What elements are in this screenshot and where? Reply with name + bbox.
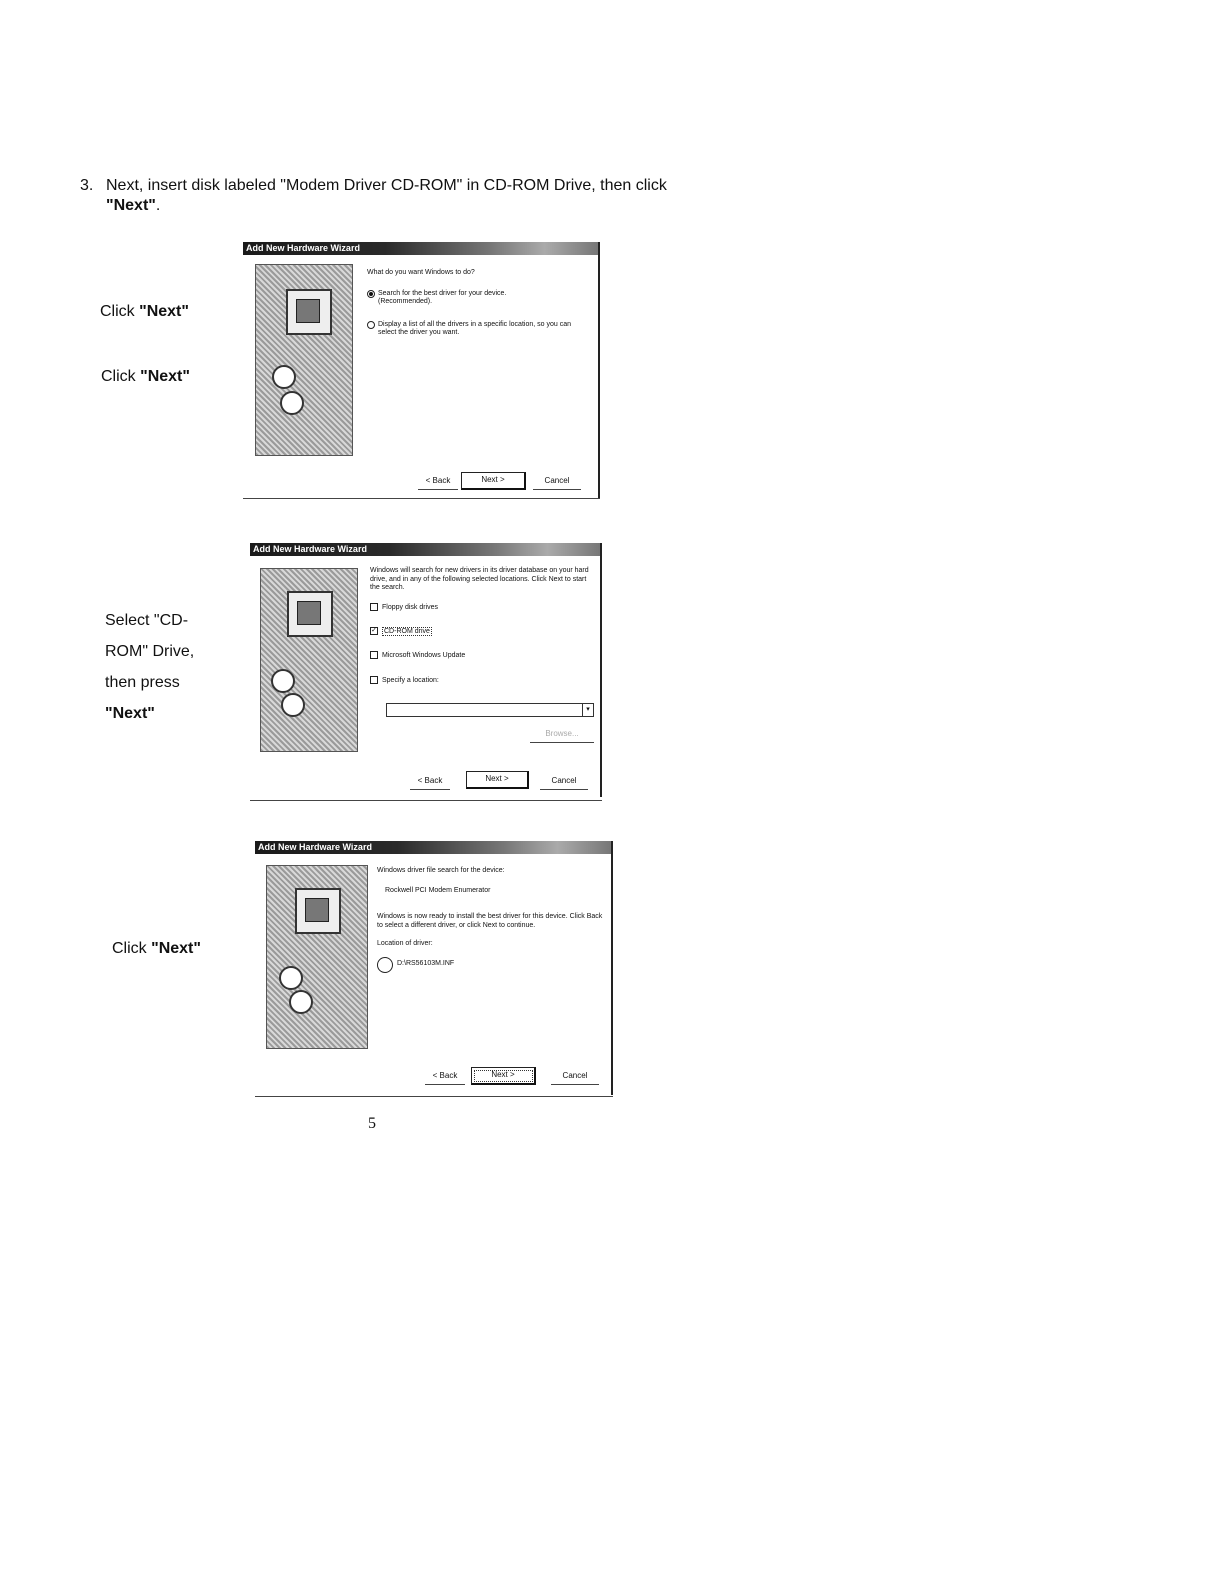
instruction-bold: "Next" <box>140 368 190 385</box>
option-cdrom[interactable] <box>370 627 592 636</box>
back-button[interactable]: < Back <box>410 774 450 790</box>
instruction-text: Click <box>101 368 141 385</box>
radio-selected-icon[interactable] <box>367 290 375 298</box>
wizard-intro: Windows will search for new drivers in its driver database on your hard drive, and in any of the following selected locations. Click Next to start the search. <box>370 567 589 591</box>
divider-line <box>250 800 602 801</box>
disc-icon <box>272 365 296 389</box>
instruction-click-next-3 <box>112 940 201 958</box>
wizard-dialog-3 <box>255 841 613 1095</box>
location-dropdown[interactable] <box>386 703 594 717</box>
wizard-illustration <box>266 865 368 1049</box>
cancel-button[interactable]: Cancel <box>540 774 588 790</box>
instruction-text: Click <box>100 303 140 320</box>
wizard-question: What do you want Windows to do? <box>367 269 475 276</box>
instruction-select-cdrom <box>105 605 194 729</box>
disc-icon <box>280 391 304 415</box>
instruction-click-next-2 <box>101 368 190 386</box>
wizard-title-bar: Add New Hardware Wizard <box>255 841 611 854</box>
instruction-line: Select "CD- <box>105 612 189 629</box>
option-floppy-label: Floppy disk drives <box>382 603 439 611</box>
monitor-screen <box>305 898 329 922</box>
browse-button[interactable]: Browse... <box>530 727 594 743</box>
option-windows-update[interactable] <box>370 651 592 660</box>
next-button[interactable]: Next > <box>461 472 526 490</box>
next-button[interactable]: Next > <box>471 1067 536 1085</box>
disc-icon <box>271 669 295 693</box>
wizard-dialog-1 <box>243 242 600 498</box>
wizard-content <box>367 269 587 338</box>
ready-message: Windows is now ready to install the best driver for this device. Click Back to select a different driver, or click Next to continue. <box>377 913 603 929</box>
option-floppy[interactable] <box>370 603 592 612</box>
option-cdrom-label: CD-ROM drive <box>384 627 430 635</box>
monitor-screen <box>296 299 320 323</box>
option-specify-location[interactable] <box>370 676 592 685</box>
step-text-bold: "Next" <box>106 197 156 214</box>
checkbox-checked-icon[interactable]: ✓ <box>371 626 377 634</box>
device-name: Rockwell PCI Modem Enumerator <box>385 886 491 894</box>
wizard-content <box>377 867 603 973</box>
driver-location <box>377 957 603 973</box>
disc-drive-icon <box>377 957 393 973</box>
divider-line <box>255 1096 613 1097</box>
step-text-end: . <box>155 197 161 214</box>
step-text <box>106 176 696 216</box>
location-label: Location of driver: <box>377 940 433 947</box>
back-button[interactable]: < Back <box>425 1069 465 1085</box>
disc-icon <box>279 966 303 990</box>
chevron-down-icon[interactable]: ▾ <box>582 704 593 716</box>
option-specify-label: Specify a location: <box>382 676 439 684</box>
wizard-title-bar: Add New Hardware Wizard <box>243 242 598 255</box>
instruction-line: "Next" <box>105 705 155 722</box>
wizard-dialog-2 <box>250 543 602 797</box>
option-display-list-label: Display a list of all the drivers in a specific location, so you can select the driver you want. <box>378 320 571 336</box>
checkbox-icon[interactable] <box>370 603 378 611</box>
option-search[interactable] <box>367 290 587 307</box>
step-number: 3. <box>80 177 94 194</box>
instruction-bold: "Next" <box>151 940 201 957</box>
wizard-search-line: Windows driver file search for the device: <box>377 867 505 874</box>
page-number: 5 <box>368 1115 376 1132</box>
option-update-label: Microsoft Windows Update <box>382 652 466 660</box>
option-display-list[interactable] <box>367 321 587 338</box>
instruction-text: Click <box>112 940 152 957</box>
instruction-bold: "Next" <box>139 303 189 320</box>
radio-icon[interactable] <box>367 321 375 329</box>
step-text-main: Next, insert disk labeled "Modem Driver CD-ROM" in CD-ROM Drive, then click <box>106 177 667 194</box>
instruction-line: then press <box>105 674 180 691</box>
driver-path: D:\RS56103M.INF <box>397 960 455 968</box>
wizard-illustration <box>255 264 353 456</box>
checkbox-icon[interactable] <box>370 651 378 659</box>
next-button[interactable]: Next > <box>466 771 529 789</box>
monitor-screen <box>297 601 321 625</box>
wizard-illustration <box>260 568 358 752</box>
cancel-button[interactable]: Cancel <box>551 1069 599 1085</box>
option-search-label: Search for the best driver for your device. (Recommended). <box>378 289 507 305</box>
divider-line <box>243 498 600 499</box>
disc-icon <box>289 990 313 1014</box>
instruction-click-next-1 <box>100 303 189 321</box>
checkbox-icon[interactable] <box>370 676 378 684</box>
wizard-title-bar: Add New Hardware Wizard <box>250 543 600 556</box>
wizard-content <box>370 567 592 685</box>
instruction-line: ROM" Drive, <box>105 643 195 660</box>
cancel-button[interactable]: Cancel <box>533 474 581 490</box>
back-button[interactable]: < Back <box>418 474 458 490</box>
disc-icon <box>281 693 305 717</box>
